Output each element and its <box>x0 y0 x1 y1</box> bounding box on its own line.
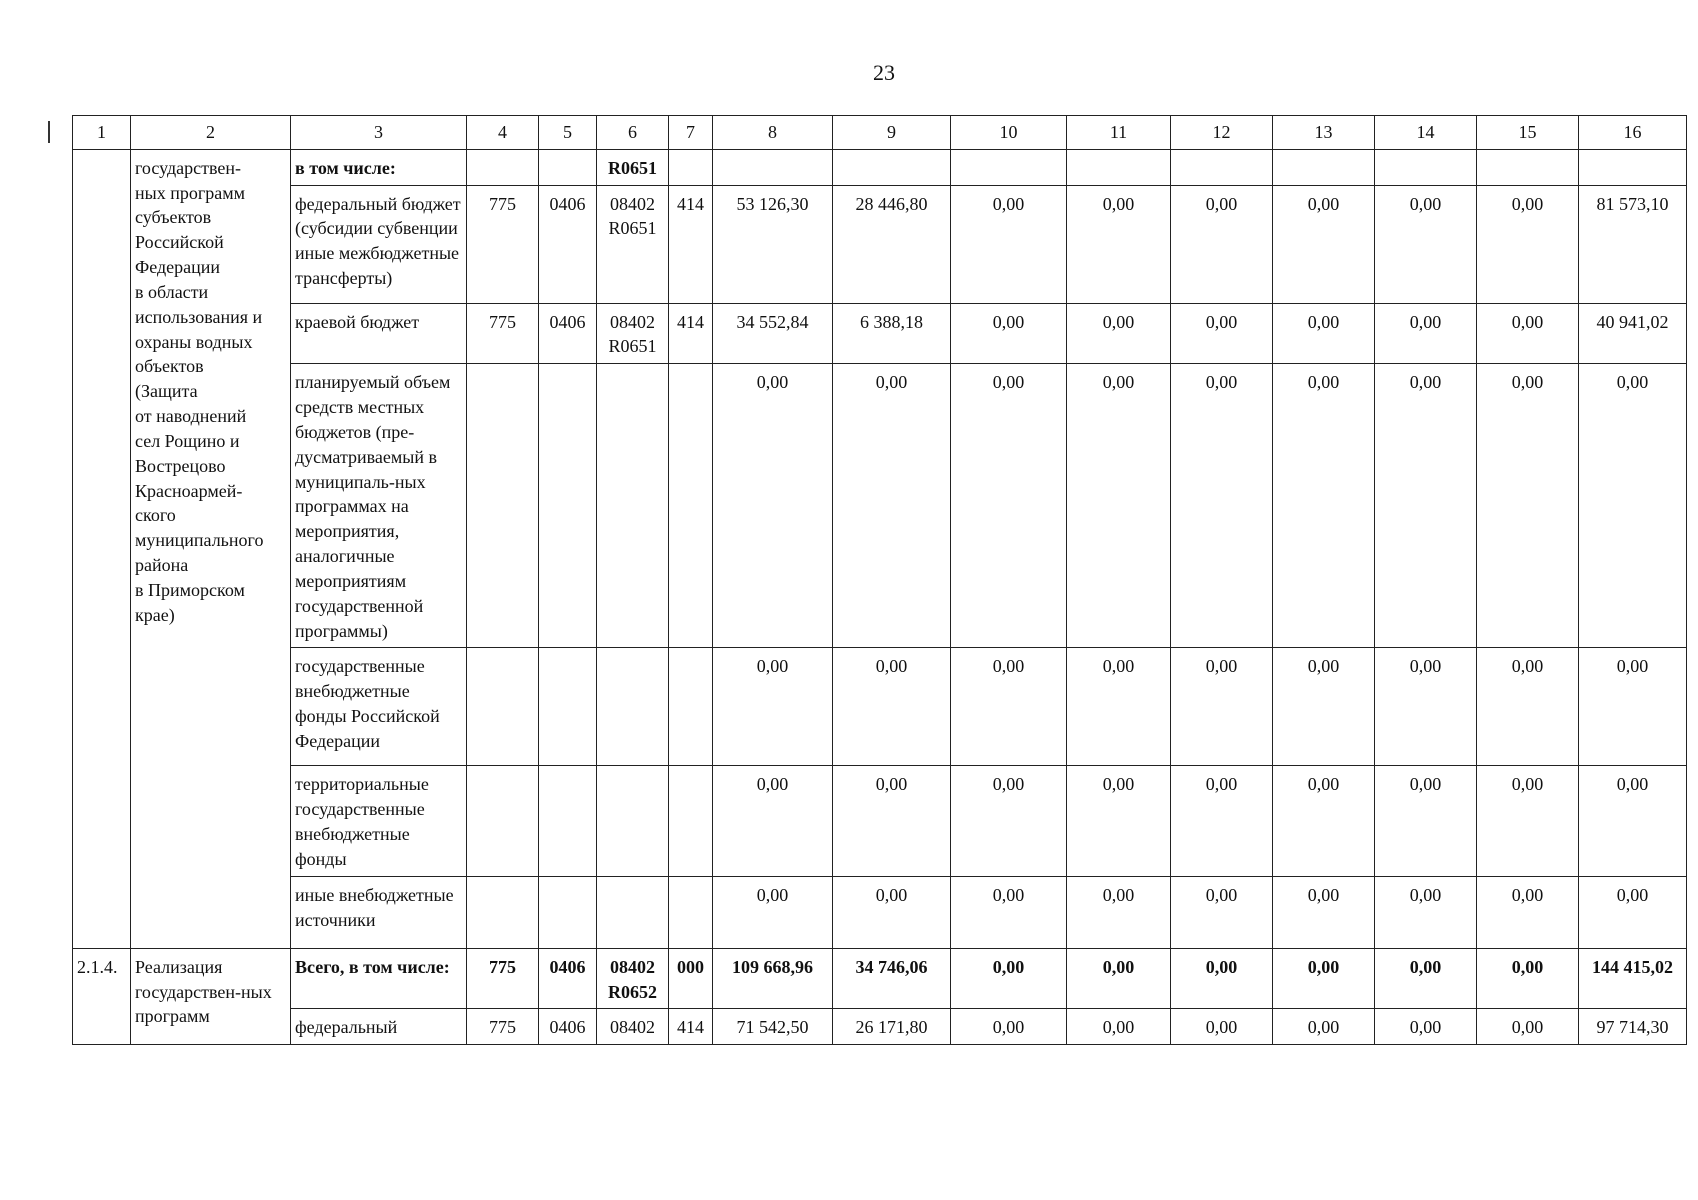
source-label-cell: иные внебюджетные источники <box>291 876 467 948</box>
header-cell: 11 <box>1067 116 1171 150</box>
code-cell-c6 <box>597 364 669 648</box>
code-cell-c6 <box>597 766 669 876</box>
header-cell: 10 <box>951 116 1067 150</box>
value-cell-v9: 0,00 <box>833 876 951 948</box>
value-cell-v11: 0,00 <box>1067 1009 1171 1045</box>
code-cell-c4 <box>467 648 539 766</box>
event-name-cell: Реализация государствен-ных программ <box>131 948 291 1044</box>
code-cell-c4: 775 <box>467 185 539 303</box>
code-cell-c5 <box>539 149 597 185</box>
value-cell-v16: 0,00 <box>1579 876 1687 948</box>
header-cell: 1 <box>73 116 131 150</box>
value-cell-v12: 0,00 <box>1171 876 1273 948</box>
value-cell-v16: 144 415,02 <box>1579 948 1687 1009</box>
block1-body <box>73 149 1687 948</box>
code-cell-c6 <box>597 876 669 948</box>
row-number-cell: 2.1.4. <box>73 948 131 1044</box>
value-cell-v9: 34 746,06 <box>833 948 951 1009</box>
value-cell-v13 <box>1273 149 1375 185</box>
value-cell-v9: 0,00 <box>833 364 951 648</box>
value-cell-v11 <box>1067 149 1171 185</box>
header-cell: 3 <box>291 116 467 150</box>
table-row <box>73 364 1687 648</box>
value-cell-v14: 0,00 <box>1375 648 1477 766</box>
value-cell-v12 <box>1171 149 1273 185</box>
table-row <box>73 149 1687 185</box>
source-label-cell: в том числе: <box>291 149 467 185</box>
block2-body <box>73 948 1687 1044</box>
value-cell-v16: 40 941,02 <box>1579 303 1687 364</box>
value-cell-v15: 0,00 <box>1477 948 1579 1009</box>
value-cell-v14: 0,00 <box>1375 1009 1477 1045</box>
value-cell-v9: 0,00 <box>833 766 951 876</box>
value-cell-v15: 0,00 <box>1477 766 1579 876</box>
value-cell-v12: 0,00 <box>1171 766 1273 876</box>
value-cell-v16: 0,00 <box>1579 766 1687 876</box>
code-cell-c4 <box>467 766 539 876</box>
header-cell: 6 <box>597 116 669 150</box>
value-cell-v15: 0,00 <box>1477 648 1579 766</box>
value-cell-v8: 0,00 <box>713 648 833 766</box>
code-cell-c5: 0406 <box>539 948 597 1009</box>
table-row <box>73 185 1687 303</box>
value-cell-v8: 0,00 <box>713 876 833 948</box>
event-name-cell: государствен- ных программ субъектов Российской Федерации в области использования и охраны водных объектов (Защита от наводнений сел Рощино и Вострецово Красноармей- ского муниципального района в Приморском крае) <box>131 149 291 948</box>
value-cell-v10: 0,00 <box>951 948 1067 1009</box>
value-cell-v10: 0,00 <box>951 648 1067 766</box>
value-cell-v10 <box>951 149 1067 185</box>
code-cell-c5 <box>539 766 597 876</box>
value-cell-v9 <box>833 149 951 185</box>
value-cell-v15: 0,00 <box>1477 185 1579 303</box>
margin-mark <box>48 121 50 143</box>
code-cell-c7: 414 <box>669 1009 713 1045</box>
header-cell: 5 <box>539 116 597 150</box>
header-cell: 14 <box>1375 116 1477 150</box>
table-row <box>73 303 1687 364</box>
code-cell-c4 <box>467 876 539 948</box>
header-cell: 7 <box>669 116 713 150</box>
code-cell-c7 <box>669 648 713 766</box>
header-cell: 4 <box>467 116 539 150</box>
value-cell-v10: 0,00 <box>951 185 1067 303</box>
value-cell-v10: 0,00 <box>951 876 1067 948</box>
value-cell-v10: 0,00 <box>951 766 1067 876</box>
value-cell-v10: 0,00 <box>951 1009 1067 1045</box>
value-cell-v14: 0,00 <box>1375 948 1477 1009</box>
value-cell-v9: 6 388,18 <box>833 303 951 364</box>
value-cell-v13: 0,00 <box>1273 766 1375 876</box>
value-cell-v10: 0,00 <box>951 303 1067 364</box>
code-cell-c7: 000 <box>669 948 713 1009</box>
code-cell-c7: 414 <box>669 185 713 303</box>
value-cell-v9: 28 446,80 <box>833 185 951 303</box>
value-cell-v11: 0,00 <box>1067 364 1171 648</box>
page-number: 23 <box>873 60 895 85</box>
source-label-cell: планируемый объем средств местных бюджетов (пре-дусматриваемый в муниципаль-ных программах на мероприятия, аналогичные мероприятиям государственной программы) <box>291 364 467 648</box>
value-cell-v15 <box>1477 149 1579 185</box>
code-cell-c4: 775 <box>467 303 539 364</box>
code-cell-c6: 08402 R0651 <box>597 185 669 303</box>
header-row <box>73 116 1687 150</box>
code-cell-c7 <box>669 766 713 876</box>
value-cell-v14: 0,00 <box>1375 876 1477 948</box>
value-cell-v11: 0,00 <box>1067 766 1171 876</box>
value-cell-v13: 0,00 <box>1273 303 1375 364</box>
value-cell-v14: 0,00 <box>1375 766 1477 876</box>
value-cell-v13: 0,00 <box>1273 364 1375 648</box>
code-cell-c5: 0406 <box>539 303 597 364</box>
value-cell-v8: 71 542,50 <box>713 1009 833 1045</box>
header-cell: 16 <box>1579 116 1687 150</box>
code-cell-c4 <box>467 364 539 648</box>
value-cell-v13: 0,00 <box>1273 648 1375 766</box>
value-cell-v8: 0,00 <box>713 766 833 876</box>
code-cell-c7 <box>669 876 713 948</box>
value-cell-v12: 0,00 <box>1171 364 1273 648</box>
value-cell-v15: 0,00 <box>1477 364 1579 648</box>
value-cell-v14: 0,00 <box>1375 303 1477 364</box>
value-cell-v15: 0,00 <box>1477 876 1579 948</box>
header-cell: 2 <box>131 116 291 150</box>
table-row <box>73 766 1687 876</box>
value-cell-v14: 0,00 <box>1375 364 1477 648</box>
code-cell-c6: 08402 R0651 <box>597 303 669 364</box>
table-row <box>73 948 1687 1009</box>
value-cell-v11: 0,00 <box>1067 648 1171 766</box>
value-cell-v13: 0,00 <box>1273 948 1375 1009</box>
value-cell-v9: 26 171,80 <box>833 1009 951 1045</box>
code-cell-c7 <box>669 149 713 185</box>
value-cell-v16: 0,00 <box>1579 648 1687 766</box>
header-cell: 13 <box>1273 116 1375 150</box>
value-cell-v10: 0,00 <box>951 364 1067 648</box>
source-label-cell: федеральный <box>291 1009 467 1045</box>
code-cell-c5 <box>539 876 597 948</box>
value-cell-v12: 0,00 <box>1171 1009 1273 1045</box>
value-cell-v16: 81 573,10 <box>1579 185 1687 303</box>
code-cell-c5: 0406 <box>539 185 597 303</box>
source-label-cell: территориальные государственные внебюджетные фонды <box>291 766 467 876</box>
code-cell-c5 <box>539 364 597 648</box>
table-row <box>73 1009 1687 1045</box>
value-cell-v16 <box>1579 149 1687 185</box>
code-cell-c4: 775 <box>467 948 539 1009</box>
value-cell-v14: 0,00 <box>1375 185 1477 303</box>
value-cell-v11: 0,00 <box>1067 185 1171 303</box>
code-cell-c4: 775 <box>467 1009 539 1045</box>
source-label-cell: краевой бюджет <box>291 303 467 364</box>
code-cell-c7: 414 <box>669 303 713 364</box>
value-cell-v12: 0,00 <box>1171 948 1273 1009</box>
value-cell-v8 <box>713 149 833 185</box>
value-cell-v11: 0,00 <box>1067 948 1171 1009</box>
value-cell-v13: 0,00 <box>1273 185 1375 303</box>
header-cell: 9 <box>833 116 951 150</box>
code-cell-c6: 08402 <box>597 1009 669 1045</box>
budget-table <box>72 115 1687 1045</box>
row-number-cell <box>73 149 131 948</box>
header-cell: 15 <box>1477 116 1579 150</box>
code-cell-c5: 0406 <box>539 1009 597 1045</box>
value-cell-v8: 109 668,96 <box>713 948 833 1009</box>
value-cell-v12: 0,00 <box>1171 303 1273 364</box>
header-cell: 8 <box>713 116 833 150</box>
value-cell-v15: 0,00 <box>1477 1009 1579 1045</box>
value-cell-v8: 0,00 <box>713 364 833 648</box>
code-cell-c6 <box>597 648 669 766</box>
value-cell-v12: 0,00 <box>1171 648 1273 766</box>
header-cell: 12 <box>1171 116 1273 150</box>
table-row <box>73 876 1687 948</box>
value-cell-v13: 0,00 <box>1273 1009 1375 1045</box>
value-cell-v16: 0,00 <box>1579 364 1687 648</box>
code-cell-c5 <box>539 648 597 766</box>
table-row <box>73 648 1687 766</box>
value-cell-v8: 53 126,30 <box>713 185 833 303</box>
source-label-cell: Всего, в том числе: <box>291 948 467 1009</box>
code-cell-c4 <box>467 149 539 185</box>
code-cell-c6: R0651 <box>597 149 669 185</box>
value-cell-v14 <box>1375 149 1477 185</box>
value-cell-v16: 97 714,30 <box>1579 1009 1687 1045</box>
value-cell-v8: 34 552,84 <box>713 303 833 364</box>
value-cell-v13: 0,00 <box>1273 876 1375 948</box>
source-label-cell: федеральный бюджет (субсидии субвенции иные межбюджетные трансферты) <box>291 185 467 303</box>
value-cell-v11: 0,00 <box>1067 303 1171 364</box>
value-cell-v9: 0,00 <box>833 648 951 766</box>
value-cell-v15: 0,00 <box>1477 303 1579 364</box>
value-cell-v11: 0,00 <box>1067 876 1171 948</box>
source-label-cell: государственные внебюджетные фонды Российской Федерации <box>291 648 467 766</box>
code-cell-c6: 08402 R0652 <box>597 948 669 1009</box>
code-cell-c7 <box>669 364 713 648</box>
value-cell-v12: 0,00 <box>1171 185 1273 303</box>
